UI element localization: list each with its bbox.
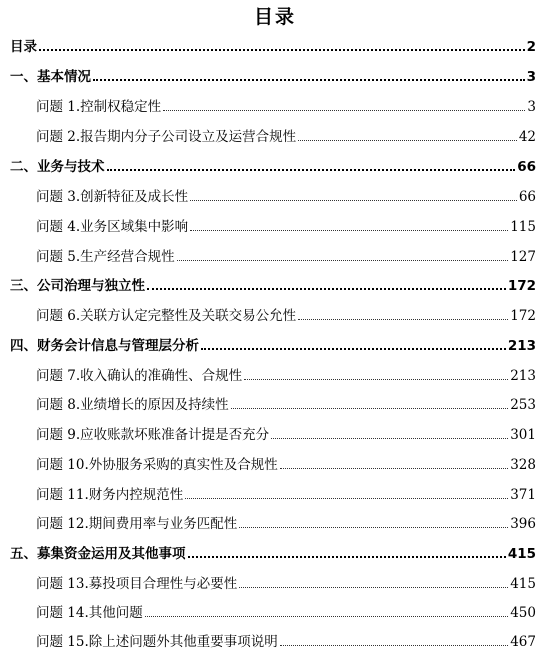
- dot-leader: [190, 200, 517, 201]
- toc-question-page: 450: [510, 605, 536, 621]
- toc-question-label: 问题 1.控制权稳定性: [36, 99, 162, 115]
- dot-leader: [244, 379, 508, 380]
- toc-question-10[interactable]: [0, 449, 550, 473]
- toc-section-label: 二、业务与技术: [10, 159, 105, 175]
- toc-question-page: 328: [510, 457, 536, 473]
- toc-entry-contents[interactable]: [0, 31, 550, 55]
- toc-question-9[interactable]: [0, 419, 550, 443]
- dot-leader: [107, 169, 516, 171]
- toc-question-3[interactable]: [0, 181, 550, 205]
- toc-question-label: 问题 12.期间费用率与业务匹配性: [36, 516, 238, 532]
- toc-question-page: 467: [510, 634, 536, 650]
- toc-entry-label: 目录: [10, 39, 37, 55]
- toc-question-page: 115: [510, 219, 536, 235]
- toc-question-5[interactable]: [0, 241, 550, 265]
- dot-leader: [298, 140, 517, 141]
- dot-leader: [147, 288, 506, 290]
- toc-question-15[interactable]: [0, 626, 550, 650]
- document-title: 目录: [253, 6, 296, 28]
- toc-section-2[interactable]: [0, 151, 550, 175]
- dot-leader: [39, 49, 525, 51]
- toc-section-page: 213: [507, 338, 536, 354]
- toc-question-page: 172: [510, 308, 536, 324]
- dot-leader: [145, 616, 508, 617]
- dot-leader: [163, 110, 525, 111]
- toc-question-label: 问题 8.业绩增长的原因及持续性: [36, 397, 229, 413]
- toc-question-page: 415: [510, 576, 536, 592]
- dot-leader: [93, 79, 525, 81]
- dot-leader: [185, 498, 508, 499]
- dot-leader: [280, 645, 508, 646]
- toc-question-11[interactable]: [0, 479, 550, 503]
- dot-leader: [298, 319, 508, 320]
- toc-question-label: 问题 3.创新特征及成长性: [36, 189, 189, 205]
- toc-question-2[interactable]: [0, 121, 550, 145]
- toc-question-label: 问题 2.报告期内分子公司设立及运营合规性: [36, 129, 297, 145]
- toc-question-7[interactable]: [0, 360, 550, 384]
- toc-question-page: 253: [510, 397, 536, 413]
- toc-question-6[interactable]: [0, 300, 550, 324]
- toc-question-label: 问题 15.除上述问题外其他重要事项说明: [36, 634, 278, 650]
- dot-leader: [271, 438, 508, 439]
- toc-question-1[interactable]: [0, 91, 550, 115]
- toc-question-page: 213: [510, 368, 536, 384]
- dot-leader: [201, 348, 506, 350]
- toc-question-14[interactable]: [0, 597, 550, 621]
- toc-section-label: 五、募集资金运用及其他事项: [10, 546, 186, 562]
- toc-question-label: 问题 11.财务内控规范性: [36, 487, 184, 503]
- toc-question-12[interactable]: [0, 508, 550, 532]
- toc-entry-page: 2: [526, 39, 536, 55]
- toc-section-page: 415: [507, 546, 536, 562]
- toc-section-label: 一、基本情况: [10, 69, 91, 85]
- toc-question-label: 问题 13.募投项目合理性与必要性: [36, 576, 238, 592]
- toc-section-page: 66: [517, 159, 536, 175]
- toc-question-label: 问题 10.外协服务采购的真实性及合规性: [36, 457, 278, 473]
- toc-question-page: 127: [510, 249, 536, 265]
- toc-question-page: 3: [527, 99, 536, 115]
- dot-leader: [239, 587, 508, 588]
- toc-question-8[interactable]: [0, 389, 550, 413]
- toc-section-1[interactable]: [0, 61, 550, 85]
- dot-leader: [239, 527, 508, 528]
- toc-question-page: 396: [510, 516, 536, 532]
- toc-section-3[interactable]: [0, 270, 550, 294]
- toc-question-page: 371: [510, 487, 536, 503]
- toc-question-page: 66: [518, 189, 536, 205]
- toc-section-4[interactable]: [0, 330, 550, 354]
- toc-section-5[interactable]: [0, 538, 550, 562]
- toc-question-13[interactable]: [0, 568, 550, 592]
- dot-leader: [231, 408, 509, 409]
- dot-leader: [177, 260, 509, 261]
- toc-question-label: 问题 9.应收账款坏账准备计提是否充分: [36, 427, 270, 443]
- toc-question-4[interactable]: [0, 211, 550, 235]
- toc-question-label: 问题 7.收入确认的准确性、合规性: [36, 368, 243, 384]
- toc-section-label: 三、公司治理与独立性: [10, 278, 145, 294]
- toc-section-page: 3: [526, 69, 536, 85]
- dot-leader: [190, 230, 508, 231]
- toc-section-page: 172: [507, 278, 536, 294]
- toc-question-page: 301: [510, 427, 536, 443]
- toc-section-label: 四、财务会计信息与管理层分析: [10, 338, 199, 354]
- toc-question-label: 问题 5.生产经营合规性: [36, 249, 175, 265]
- toc-question-page: 42: [518, 129, 536, 145]
- toc-question-label: 问题 14.其他问题: [36, 605, 143, 621]
- toc-question-label: 问题 4.业务区域集中影响: [36, 219, 189, 235]
- dot-leader: [280, 468, 508, 469]
- dot-leader: [188, 556, 506, 558]
- toc-question-label: 问题 6.关联方认定完整性及关联交易公允性: [36, 308, 297, 324]
